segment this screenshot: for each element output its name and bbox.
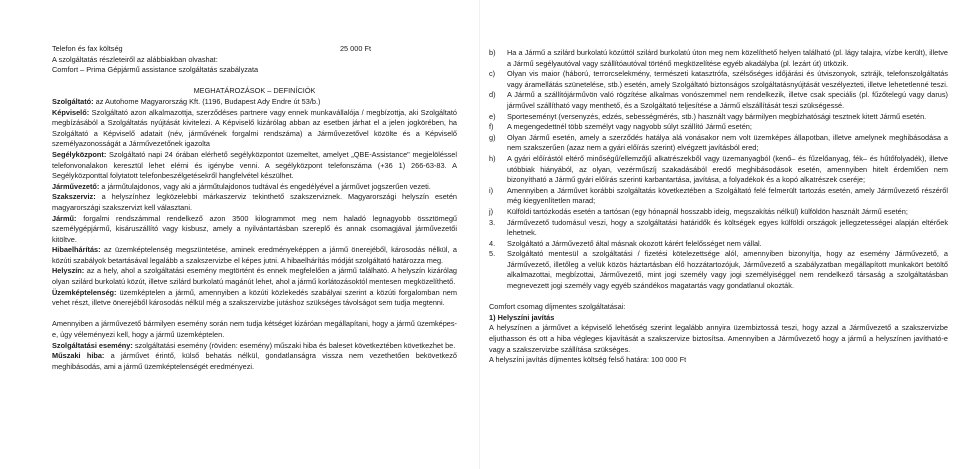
list-item-marker: b) [489,48,496,57]
fee-value: 25 000 Ft [339,44,371,53]
def-hotline-text: Szolgáltató napi 24 órában elérhető segélyközpontot üzemeltet, amelyet „QBE-Assistance" megjelöléssel telefonvonalakon keresztül lehet elérni és igénybe venni. A segélyközpont telefonszáma (+36 1) 266-63-83. A Segélyközponttal folytatott telefonbeszélgetésekről hangfelvétel készülhet. [52,149,457,181]
list-item [489,249,948,291]
list-item-text: Olyan vis maior (háború, terrorcselekmény, természeti katasztrófa, szélsőséges időjárási és útviszonyok, sztrájk, telefonszolgáltatás vagy áramellátás szünetelése, stb.) esetén, amely Szolgáltató biztonságos szolgáltatásnyújtását veszélyezteti, illetve lehetetlenné teszi. [507,69,948,89]
def-vehicle-term: Jármű: [52,213,77,223]
fee-row [52,44,457,55]
def-event-text: szolgáltatási esemény (röviden: esemény) műszaki hiba és baleset következtében következhet be. [132,340,456,350]
list-item-text: Szolgáltató a Járművezető által másnak okozott kárért felelősséget nem vállal. [507,238,762,248]
right-text-block [489,48,948,366]
list-item-marker: f) [489,122,494,132]
list-item [489,48,948,69]
def-provider-term: Szolgáltató: [52,96,94,106]
def-vehicle [52,214,457,246]
def-breakdown [52,288,457,309]
list-item-text: Sporteseményt (versenyzés, edzés, sebességmérés, stb.) használt vagy bármilyen megbízhatósági tesztnek kitett Jármű esetén. [507,111,927,121]
list-item-marker: h) [489,153,496,163]
list-item [489,154,948,186]
def-breakdown-text: üzemképtelen a jármű, amennyiben a közúti közlekedés szabályai szerint a közúti forgalomban nem vehet részt, illetve önerejéből károsodás nélkül még a szakszervizbe jutáshoz szükséges távolságot sem tudja megtenni. [52,287,457,308]
list-item [489,133,948,154]
def-fault [52,245,457,266]
list-item [489,207,948,218]
list-item-marker: d) [489,90,496,100]
list-item-text: A Jármű a szállítójárművön való rögzítése alkalmas vonószemmel nem rendelkezik, illetve csak speciális (pl. fűzőtelegú vagy darus) járművel szállítható vagy menthető, és a Szolgáltató teljesítése a Jármű elszállítását teszi szükségessé. [507,90,948,110]
list-item [489,90,948,111]
list-item-marker: c) [489,69,496,79]
left-text-block [52,44,457,372]
def-fault-text: az üzemképtelenség megszüntetése, aminek eredményeképpen a jármű önerejéből, károsodás nélkül, a közúti szabályok betartásával legalább a szakszervizbe el képes jutni. A hibaelhárítás módját szolgáltató határozza meg. [52,245,457,265]
fee-label: Telefon és fax költség [52,44,123,53]
def-driver-term: Járművezető: [52,181,100,191]
list-item [489,218,948,239]
list-item [489,186,948,207]
def-fault-term: Hibaelhárítás: [52,245,101,255]
repair-fee-line: A helyszíni javítás díjmentes költség felső határa: 100 000 Ft [489,355,687,365]
list-item-marker: j) [489,206,494,216]
regulation-title: Comfort – Prima Gépjármű assistance szolgáltatás szabályzata [52,65,259,75]
def-place-term: Helyszín: [52,266,85,276]
def-driver-text: a járműtulajdonos, vagy aki a járműtulajdonos tudtával és engedélyével a járművet jogszerűen vezeti. [99,181,431,191]
list-item [489,69,948,90]
def-event [52,341,457,352]
def-expert [52,192,457,213]
list-item-marker: i) [489,185,494,195]
def-provider [52,97,457,108]
def-representative-term: Képviselő: [52,107,90,117]
list-item-marker: 4. [489,238,496,248]
list-item [489,122,948,133]
after-paragraph: Amennyiben a járművezető bármilyen esemény során nem tudja kétséget kizáróan megállapítani, hogy a jármű üzemképes-e, úgy véleményezi kell, hogy a jármű üzemképtelen. [52,319,457,340]
def-place-text: az a hely, ahol a szolgáltatási esemény megtörtént és ennek megfelelően a jármű található. A helyszín kizárólag olyan szilárd burkolatú közút, illetve szilárd burkolatú magánút lehet, ahol a jármű korlátozásoktól mentesen megközelíthető. [52,266,457,287]
def-hotline-term: Segélyközpont: [52,149,107,159]
list-item-text: A megengedettnél több személyt vagy nagyobb súlyt szállító Jármű esetén; [507,122,752,132]
list-item-marker: g) [489,132,496,142]
list-item [489,239,948,250]
intro-line: A szolgáltatás részleteiről az alábbiakban olvashat: [52,54,218,64]
list-item-text: A gyári előírástól eltérő minőségű/ellemzőjű alkatrészekből vagy üzemanyagból (kenő– és fűzelőanyag, fék– és hűtőfolyadék), illetve utóbbiak hiányából, az olyan, vezérműszíj szakadásából eredő meghibásodások esetén, amennyiben hitelt érdemlően nem bizonyítható a Jármű gyári előírás szerinti karbantartása, javítása, a folyadékok és a kopó alkatrészek cseréje; [507,153,948,185]
def-driver [52,182,457,193]
list-item-marker: 3. [489,217,496,227]
list-item-text: Olyan Jármű esetén, amely a szerződés hatálya alá vonásakor nem volt üzemképes állapotban, illetve amelynek meghibásodása a nem szakszerűen (azaz nem a gyári előírás szerint) elvégzett javításból ered; [507,132,948,153]
subsection-text: A helyszínen a járművet a képviselő lehetőség szerint legalább annyira üzembiztossá teszi, hogy azzal a Járművezető a szakszervizbe eljuthasson és ott a hiba végleges kijavítását a szakszervize biztosítsa. Amennyiben a Járművezető hogy a jármű a helyszínen javítható-e vagy a szakszervizbe szállítása szükséges. [489,323,948,354]
def-expert-term: Szakszerviz: [52,192,96,202]
list-item [489,112,948,123]
right-page [479,0,958,469]
list-item-marker: 5. [489,249,496,259]
list-item-text: Külföldi tartózkodás esetén a tartósan (egy hónapnál hosszabb ideig, megszakítás nélkül) külföldön használt Jármű esetén; [507,206,908,216]
list-item-text: Járművezető tudomásul veszi, hogy a szolgáltatási határidők és költségek egyes külföldi országok jellegzetességei alapján eltérőek lehetnek. [507,217,948,238]
def-representative [52,108,457,150]
list-item-text: Amennyiben a Járművet korábbi szolgáltatás következtében a Szolgáltató felé felmerült tartozás esetén, amely Járművezető részéről még kiegyenlítetlen marad; [507,185,948,206]
section-title: Comfort csomag díjmentes szolgáltatásai: [489,302,626,312]
exclusion-list [489,48,948,292]
subsection-title: 1) Helyszíni javítás [489,312,555,322]
def-hotline [52,150,457,182]
list-item-text: Szolgáltató mentesül a szolgáltatási / fizetési kötelezettsége alól, amennyiben bizonyítja, hogy az esemény Járművezető, a Járművezető, illetőleg a velük közös háztartásban élő hozzátartozójuk, Járművezető a szabályzatban megállapított munkakört betöltő alkalmazottai, megbízottai, Járművezető, mint jogi személy vagy jogi személyiséggel nem rendelkező társaság a szolgáltatásban megnevezett jogi személy vagy egyéb szándékos magatartás vagy gondatlanul okozták. [507,249,948,291]
def-vehicle-text: forgalmi rendszámmal rendelkező azon 3500 kilogrammot meg nem haladó legnagyobb össztömegű személygépjármű, kisáruszállító vagy kisbusz, amely a nyilvántartásban szereplő és annak csomagjával járművezetői kitöltve. [52,213,457,244]
def-technical-fault [52,351,457,372]
list-item-text: Ha a Jármű a szilárd burkolatú közúttól szilárd burkolatú úton meg nem közelíthető helyen található (pl. lágy talajra, vízbe került), illetve a Jármű segélyautóval vagy szállítóautóval történő megközelítése egyéb akadályba (pl. lezárt út) ütközik. [507,48,948,68]
def-technical-fault-term: Műszaki hiba: [52,351,105,361]
def-provider-text: az Autohome Magyarország Kft. (1196, Budapest Ady Endre út 53/b.) [93,96,321,106]
def-technical-fault-text: a járművet érintő, külső behatás nélkül, gondatlanságra vissza nem vezethetően bekövetkező meghibásodás, ami a jármű üzemképtelenségét eredményezi. [52,351,457,371]
def-expert-text: a helyszínhez legközelebbi márkaszerviz tekinthető szakszerviznek. Magyarországi helyszín esetén magyarországi szakszervizt kell választani. [52,192,457,212]
def-breakdown-term: Üzemképtelenség: [52,287,117,297]
def-event-term: Szolgáltatási esemény: [52,340,133,350]
definitions-heading: MEGHATÁROZÁSOK – DEFINÍCIÓK [193,86,316,96]
left-page [0,0,479,469]
def-representative-text: Szolgáltató azon alkalmazottja, szerződéses partnere vagy ennek munkavállalója / megbízottja, aki Szolgáltató megbízásából a Szolgáltatás nyújtását kivitelezi. A Képviselő kizárólag abban az esetben járhat el a jelen jogkörében, ha Szolgáltató a Képviselő adatait (név, járművének forgalmi rendszáma) a Járművezetővel közölte és a Képviselő személyazonosságát a Járművezetőnek igazolta [52,107,457,149]
def-place [52,266,457,287]
list-item-marker: e) [489,111,496,121]
